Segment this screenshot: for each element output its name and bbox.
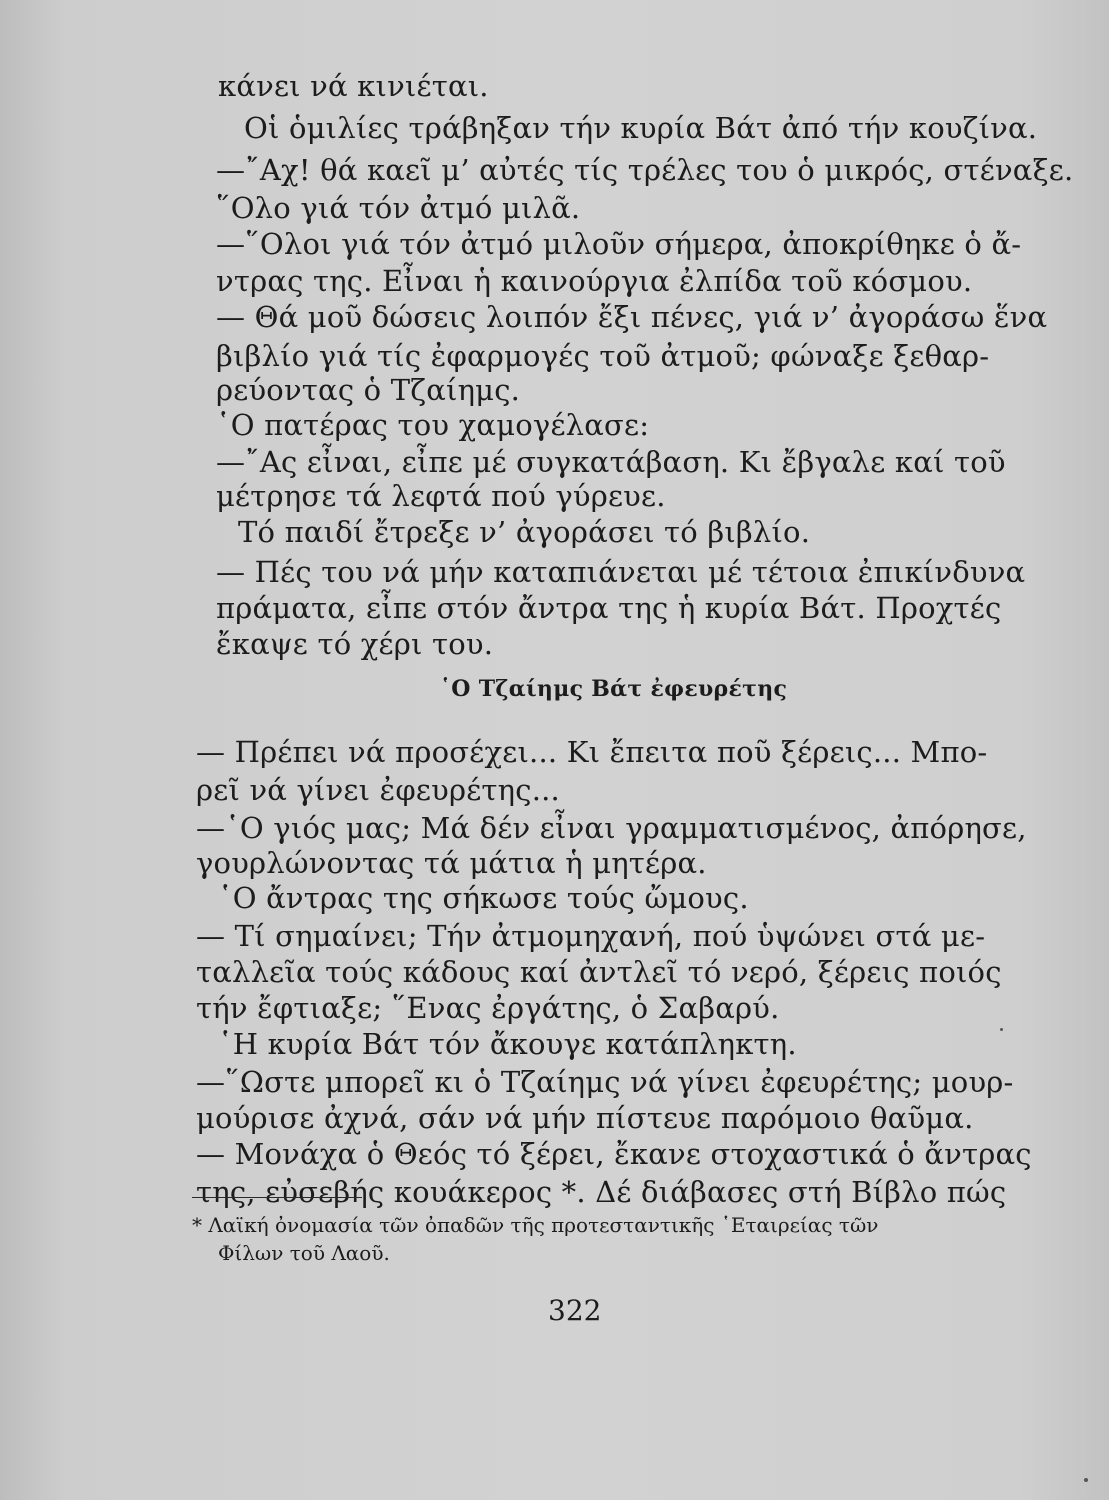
text-line: ἔκαψε τό χέρι του. (216, 627, 494, 661)
text-line: μούρισε ἀχνά, σάν νά μήν πίστευε παρόμοιο θαῦμα. (196, 1101, 974, 1135)
text-line: — Θά μοῦ δώσεις λοιπόν ἔξι πένες, γιά ν’ ἀγοράσω ἕνα (216, 300, 1048, 334)
text-line: βιβλίο γιά τίς ἐφαρμογές τοῦ ἀτμοῦ; φώναξε ξεθαρ- (216, 339, 990, 373)
footnote-rule (192, 1197, 362, 1198)
text-line: ντρας της. Εἶναι ἡ καινούργια ἐλπίδα τοῦ κόσμου. (216, 264, 973, 298)
text-line: —῎Ας εἶναι, εἶπε μέ συγκατάβαση. Κι ἔβγαλε καί τοῦ (216, 445, 1006, 479)
text-line: ρεῖ νά γίνει ἐφευρέτης... (196, 773, 560, 807)
text-line: —῎Αχ! θά καεῖ μ’ αὐτές τίς τρέλες του ὁ μικρός, στέναξε. (216, 153, 1074, 187)
text-line: Οἱ ὁμιλίες τράβηξαν τήν κυρία Βάτ ἀπό τήν κουζίνα. (244, 111, 1038, 145)
text-line: ταλλεῖα τούς κάδους καί ἀντλεῖ τό νερό, ξέρεις ποιός (196, 955, 1002, 989)
text-line: κάνει νά κινιέται. (218, 69, 489, 103)
text-line: ῾Η κυρία Βάτ τόν ἄκουγε κατάπληκτη. (218, 1027, 797, 1061)
text-line: ρεύοντας ὁ Τζαίημς. (216, 373, 521, 407)
text-line: της, εὐσεβής κουάκερος *. Δέ διάβασες στή Βίβλο πώς (196, 1175, 1007, 1209)
text-line: Τό παιδί ἔτρεξε ν’ ἀγοράσει τό βιβλίο. (238, 515, 811, 549)
scan-speck (1000, 1028, 1003, 1031)
text-line: ῾Ο πατέρας του χαμογέλασε: (216, 408, 650, 442)
text-line: τήν ἔφτιαξε; ῞Ενας ἐργάτης, ὁ Σαβαρύ. (196, 991, 780, 1025)
text-line: —῾Ο γιός μας; Μά δέν εἶναι γραμματισμένος, ἀπόρησε, (196, 811, 1027, 845)
footnote-line: Φίλων τοῦ Λαοῦ. (218, 1241, 390, 1265)
text-line: πράματα, εἶπε στόν ἄντρα της ἡ κυρία Βάτ. Προχτές (216, 591, 1002, 625)
text-line: — Πρέπει νά προσέχει... Κι ἔπειτα ποῦ ξέρεις... Μπο- (196, 735, 988, 769)
scan-speck (1084, 1478, 1088, 1482)
text-line: — Τί σημαίνει; Τήν ἀτμομηχανή, πού ὑψώνει στά με- (196, 919, 986, 953)
text-line: μέτρησε τά λεφτά πού γύρευε. (216, 479, 666, 513)
text-line: ῾Ο ἄντρας της σήκωσε τούς ὤμους. (218, 881, 749, 915)
section-heading: ῾Ο Τζαίημς Βάτ ἐφευρέτης (440, 676, 788, 702)
footnote-line: * Λαϊκή ὀνομασία τῶν ὀπαδῶν τῆς προτεσταντικῆς ῾Εταιρείας τῶν (192, 1213, 879, 1237)
text-line: — Μονάχα ὁ Θεός τό ξέρει, ἔκανε στοχαστικά ὁ ἄντρας (196, 1137, 1032, 1171)
text-line: ῞Ολο γιά τόν ἀτμό μιλᾶ. (216, 191, 581, 225)
page-number: 322 (548, 1294, 602, 1327)
text-line: —῞Ωστε μπορεῖ κι ὁ Τζαίημς νά γίνει ἐφευρέτης; μουρ- (196, 1065, 1014, 1099)
text-line: γουρλώνοντας τά μάτια ἡ μητέρα. (196, 846, 707, 880)
text-line: —῞Ολοι γιά τόν ἀτμό μιλοῦν σήμερα, ἀποκρίθηκε ὁ ἄ- (216, 227, 1022, 261)
text-line: — Πές του νά μήν καταπιάνεται μέ τέτοια ἐπικίνδυνα (216, 555, 1026, 589)
